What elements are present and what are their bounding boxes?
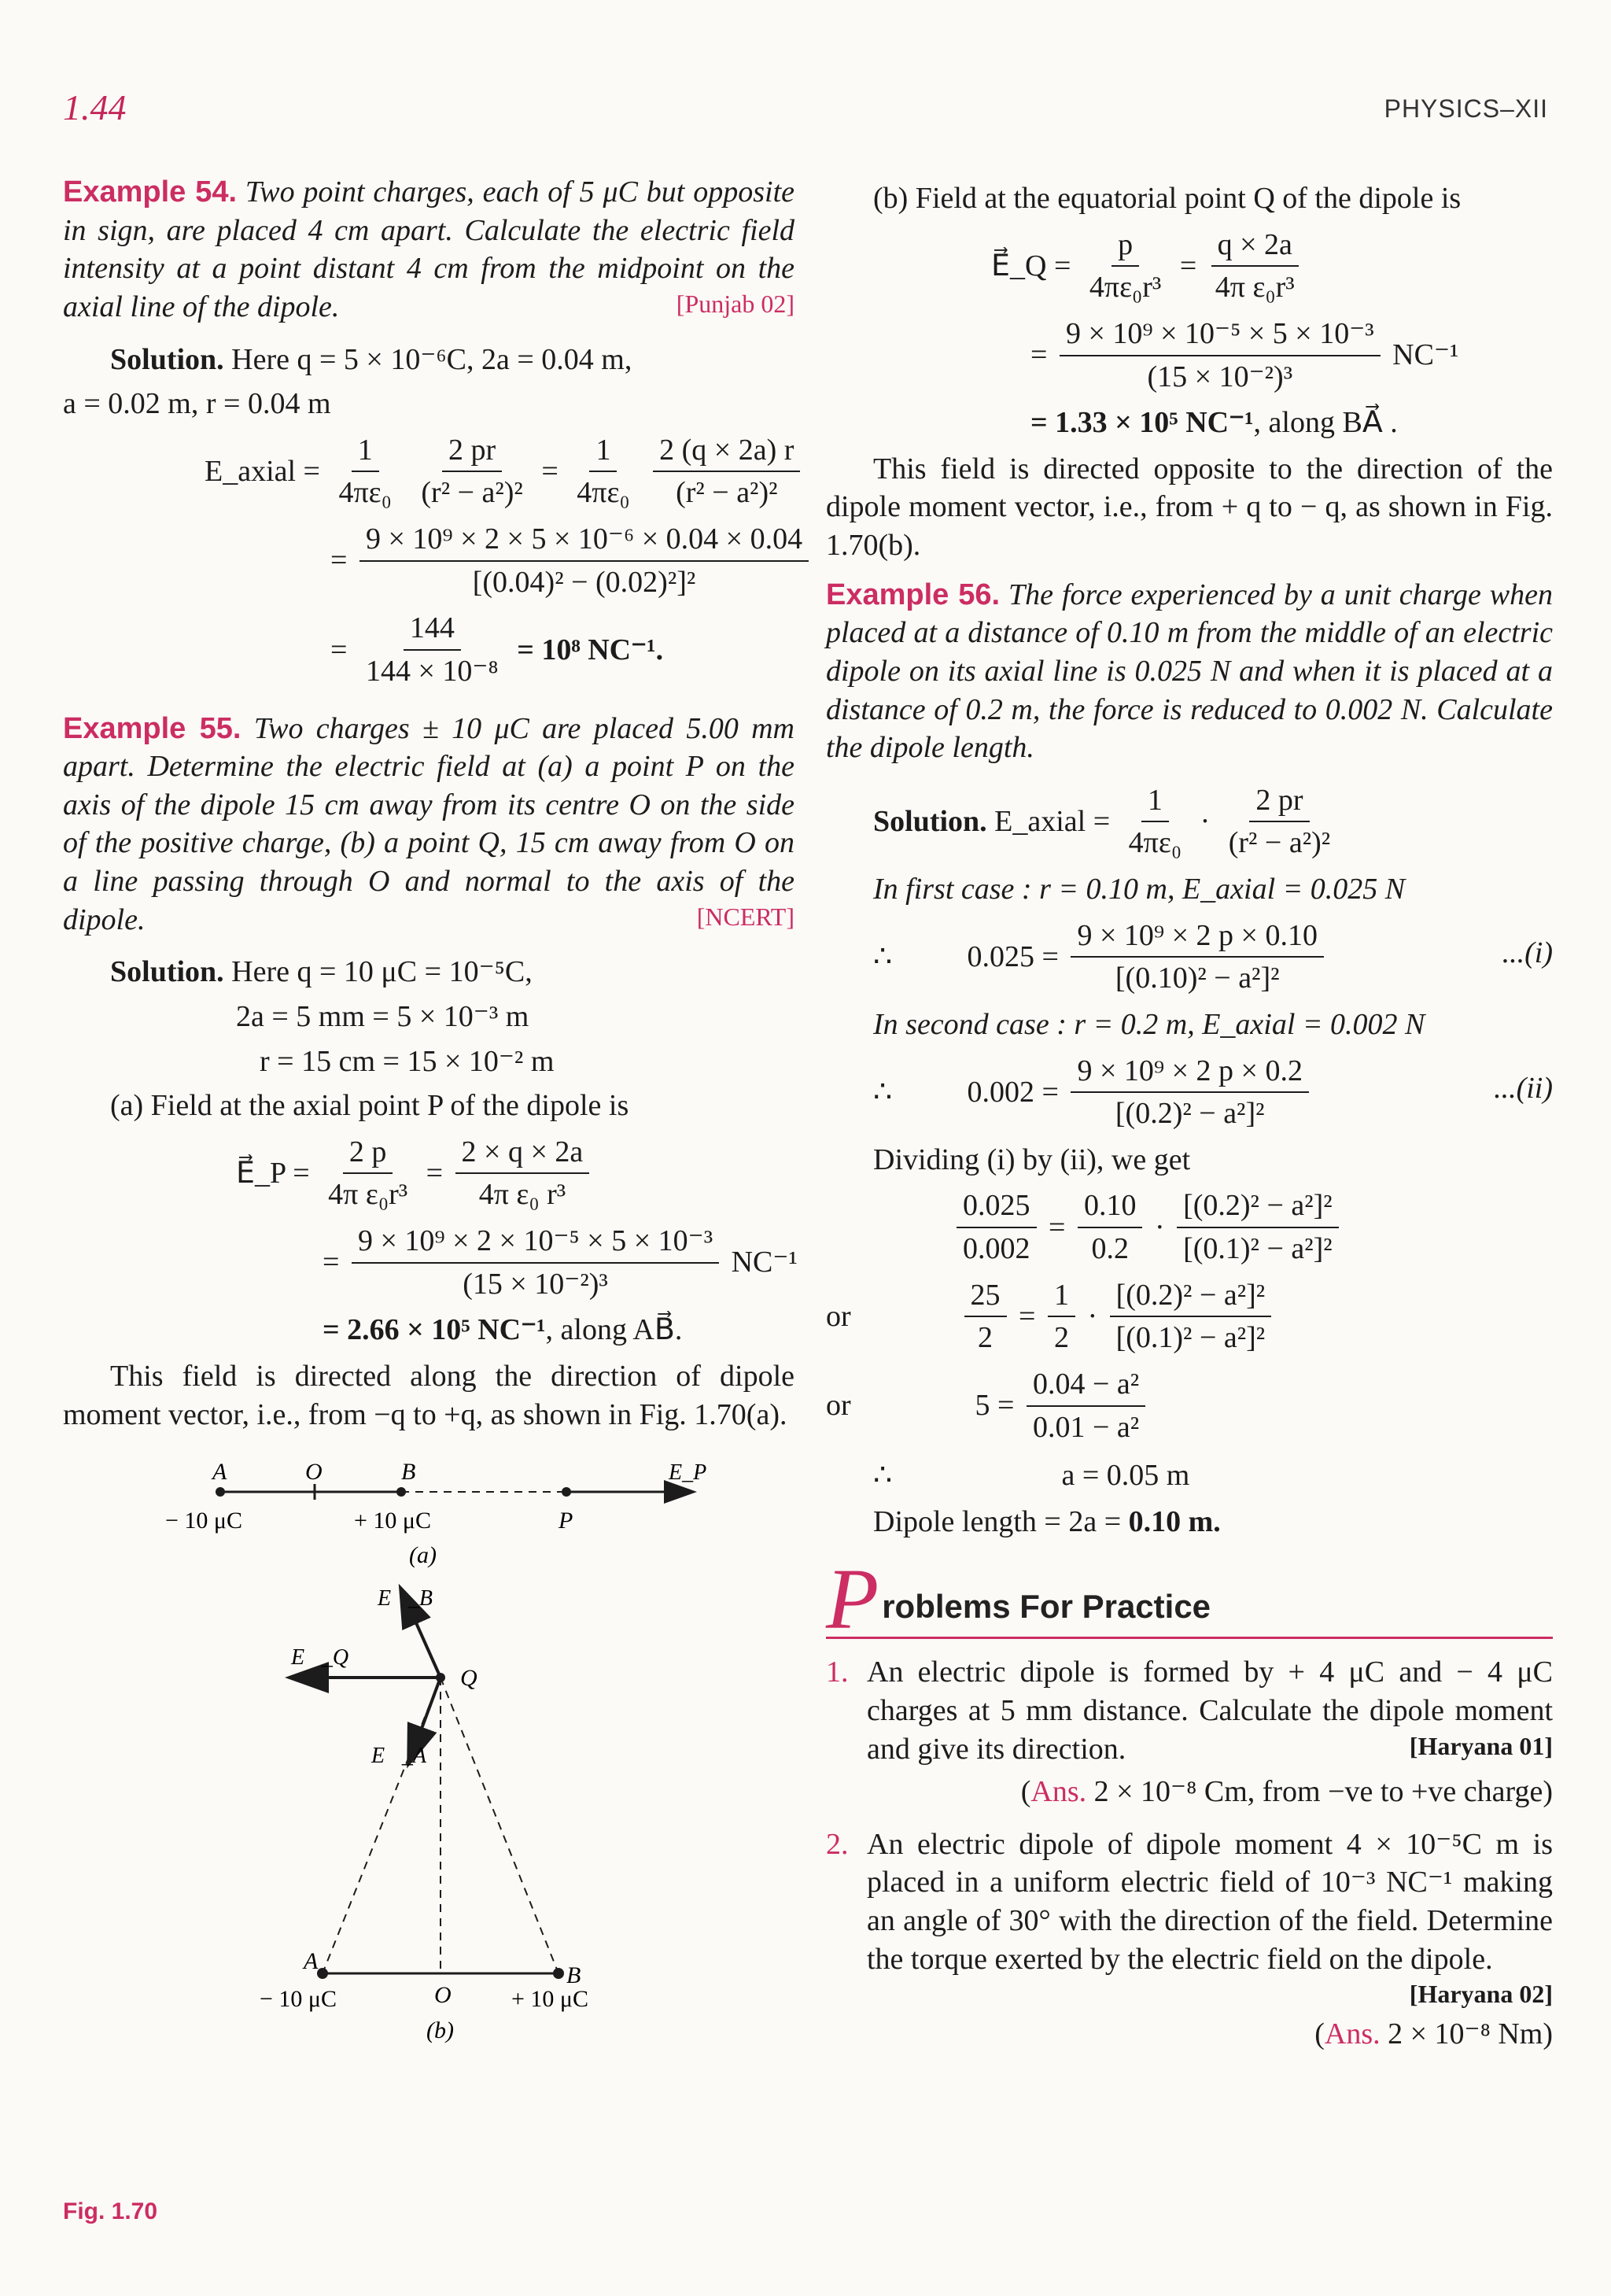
- fraction: $\frac{2 pr}{\text{(r² − a²)²}}$: [1222, 781, 1336, 862]
- ep-result: [323, 1311, 794, 1349]
- eq-lhs: E_axial =: [205, 455, 320, 489]
- problems-title: roblems For Practice: [882, 1587, 1211, 1625]
- problems-drop-cap: P: [826, 1551, 879, 1648]
- answer-value: 2 × 10⁻⁸ Cm, from −ve to +ve charge): [1093, 1775, 1553, 1809]
- result: = 2.66 × 10⁵ NC⁻¹: [323, 1313, 546, 1347]
- unit: NC⁻¹: [731, 1246, 798, 1279]
- problem-number: 1.: [826, 1656, 849, 1689]
- solution-label: Solution.: [110, 342, 224, 376]
- fraction: $\frac{25}{2}$: [964, 1276, 1007, 1357]
- example-54-text: Two point charges, each of 5 μC but opposite in sign, are placed 4 cm apart. Calculate the electric field intensity at a point distant 4 cm from the midpoint on the axial line of the dipole.: [63, 175, 794, 323]
- fraction: $\frac{\text{9 × 10⁹ × 2 × 10⁻⁵ × 5 × 10⁻³}}{\text{(15 × 10⁻²)³}}$: [352, 1222, 719, 1303]
- fraction: $\frac{0.025}{0.002}$: [957, 1187, 1037, 1268]
- caption-a: (a): [409, 1542, 437, 1569]
- example-54-source: [Punjab 02]: [676, 289, 794, 318]
- eq-lhs: E_axial =: [994, 805, 1111, 839]
- ep-substitution: [323, 1222, 798, 1303]
- label-plus-b: + 10 μC: [511, 1986, 589, 2013]
- ep-formula: [236, 1133, 794, 1214]
- eq-lhs: E⃗_Q =: [991, 249, 1071, 282]
- eq-sign: ·: [1154, 1210, 1165, 1244]
- eq-sign: ·: [1200, 805, 1211, 839]
- example-55-question: [63, 710, 794, 939]
- label-minus-charge: − 10 μC: [165, 1508, 243, 1534]
- fraction: $\frac{\text{[(0.2)² − a²]²}}{\text{[(0.1)² − a²]²}}$: [1177, 1187, 1339, 1268]
- division-eq-1: [952, 1187, 1553, 1268]
- axial-formula: [205, 431, 794, 512]
- axial-result: [330, 609, 794, 690]
- problem-number: 2.: [826, 1827, 849, 1861]
- eq-substitution: [1030, 315, 1553, 396]
- problem-2: [826, 1825, 1553, 2010]
- fraction: $\frac{1}{2}$: [1048, 1276, 1075, 1357]
- problem-source: [Haryana 01]: [1409, 1731, 1553, 1760]
- page-number: 1.44: [63, 87, 127, 127]
- dashed-bq: [441, 1678, 559, 1973]
- fraction: $\frac{1}{\text{4πε₀}}$: [570, 431, 636, 512]
- eq-sign: =: [330, 633, 348, 666]
- label-b-b: B: [566, 1962, 581, 1989]
- label-eq: E⃗_Q: [291, 1645, 349, 1670]
- book-title: PHYSICS–XII: [1384, 94, 1548, 123]
- fraction: $\frac{2 (q \times 2a) r}{\text{(r² − a²)²}}$: [653, 431, 800, 512]
- problem-1-answer: (Ans. 2 × 10⁻⁸ Cm, from −ve to +ve charge): [1020, 1775, 1553, 1809]
- example-55-text: Two charges ± 10 μC are placed 5.00 mm apart. Determine the electric field at (a) a point P on the axis of the dipole 15 cm away from its centre O on the side of the positive charge, (b) a point Q, 15 cm away from O on a line passing through O and normal to the axis of the dipole.: [63, 711, 795, 936]
- eq-sign: =: [1179, 249, 1197, 282]
- figure-a: [165, 1459, 706, 1568]
- part-b-label: (b) Field at the equatorial point Q of the dipole is: [873, 182, 1462, 215]
- case-1-eq: [826, 917, 1553, 998]
- charge-b: [396, 1487, 406, 1497]
- label-a-b: A: [304, 1948, 319, 1975]
- label-eb: E⃗_B: [378, 1586, 433, 1611]
- fraction: $\frac{\text{9 × 10⁹ × 2 × 5 × 10⁻⁶ × 0.04 × 0.04}}{\text{[(0.04)² − (0.02)²]²}}$: [359, 520, 809, 601]
- fraction: $\frac{1}{\text{4πε₀}}$: [1123, 781, 1188, 862]
- problem-body: An electric dipole of dipole moment 4 × 10⁻⁵C m is placed in a uniform electric field of 10⁻³ NC⁻¹ making an angle of 30° with the direction of the field. Determine the torque exerted by the electric field on the dipole.: [867, 1827, 1553, 1976]
- figure-caption: Fig. 1.70: [63, 2198, 158, 2224]
- problem-2-answer: (Ans. 2 × 10⁻⁸ Nm): [1314, 2017, 1553, 2051]
- solution-label: Solution.: [110, 955, 224, 989]
- dividing-text: Dividing (i) by (ii), we get: [873, 1142, 1191, 1176]
- example-54-given: [63, 341, 794, 379]
- label-plus-charge: + 10 μC: [354, 1508, 432, 1534]
- given-values-2: 2a = 5 mm = 5 × 10⁻³ m: [236, 999, 529, 1033]
- case-1: In first case : r = 0.10 m, E_axial = 0.025 N: [873, 873, 1406, 906]
- problem-text: [867, 1825, 1553, 2010]
- fraction: $\frac{2 \times q \times 2a}{\text{4π ε₀ r³}}$: [455, 1133, 590, 1214]
- problem-source: [Haryana 02]: [1409, 1980, 1553, 2009]
- or-label: or: [826, 1299, 851, 1333]
- example-55-heading: Example 55.: [63, 711, 241, 745]
- charge-b-b: [553, 1968, 564, 1979]
- eq-formula: [991, 226, 1553, 307]
- problem-text: [867, 1653, 1553, 1768]
- fraction: $\frac{0.10}{0.2}$: [1078, 1187, 1143, 1268]
- division-eq-2: [826, 1276, 1553, 1357]
- eq-sign: ·: [1087, 1299, 1098, 1333]
- eq-sign: =: [330, 544, 348, 578]
- example-56-formula: [873, 781, 1553, 862]
- eq-lhs: 5 =: [975, 1389, 1015, 1423]
- left-column: [63, 173, 803, 2103]
- answer-label: Ans.: [1030, 1775, 1087, 1809]
- problems-heading: [826, 1551, 1553, 1648]
- fraction: $\frac{\text{[(0.2)² − a²]²}}{\text{[(0.1)² − a²]²}}$: [1110, 1276, 1272, 1357]
- eq-lhs: 0.002 =: [967, 1075, 1059, 1109]
- example-56-question: [826, 576, 1553, 767]
- case-2-eq: [826, 1052, 1553, 1133]
- fraction: $\frac{144}{\text{144 × 10⁻⁸}}$: [359, 609, 505, 690]
- or-label: or: [826, 1389, 851, 1423]
- dipole-length-label: Dipole length = 2a =: [873, 1504, 1129, 1538]
- charge-a: [216, 1487, 225, 1497]
- example-55-source: [NCERT]: [696, 902, 794, 931]
- fraction: $\frac{\text{0.04 − a²}}{\text{0.01 − a²}}$: [1027, 1365, 1145, 1446]
- direction: , along BA⃗ .: [1253, 406, 1398, 440]
- result: = 1.33 × 10⁵ NC⁻¹: [1030, 406, 1254, 440]
- a-result: [826, 1454, 1553, 1495]
- fraction: $\frac{2 p}{\text{4π ε₀r³}}$: [322, 1133, 414, 1214]
- problem-1: [826, 1653, 1553, 1768]
- eq-sign: =: [1019, 1299, 1036, 1333]
- axial-substitution: [330, 520, 803, 601]
- example-56-text: The force experienced by a unit charge when placed at a distance of 0.10 m from the middle of an electric dipole on its axial line is 0.025 N and when it is placed at a distance of 0.2 m, the force is reduced to 0.002 N. Calculate the dipole length.: [826, 578, 1553, 765]
- example-54-heading: Example 54.: [63, 175, 238, 209]
- fraction: $\frac{1}{\text{4πε₀}}$: [333, 431, 398, 512]
- point-q: [436, 1673, 445, 1682]
- result: = 10⁸ NC⁻¹.: [517, 633, 664, 666]
- eq-result: [1030, 404, 1553, 442]
- example-55-given: [63, 953, 794, 991]
- given-values-3: r = 15 cm = 15 × 10⁻² m: [260, 1044, 555, 1078]
- label-q: Q: [460, 1665, 477, 1692]
- therefore: ∴: [873, 1075, 893, 1109]
- eq-sign: =: [541, 455, 559, 489]
- label-a: A: [212, 1459, 227, 1486]
- label-o-b: O: [434, 1982, 452, 2009]
- eq-sign: =: [1049, 1210, 1066, 1244]
- therefore: ∴: [873, 939, 893, 973]
- charge-a-b: [317, 1968, 328, 1979]
- eq-sign: =: [1030, 338, 1048, 372]
- label-ea: E⃗_A: [371, 1744, 426, 1769]
- case-2: In second case : r = 0.2 m, E_axial = 0.002 N: [873, 1007, 1425, 1041]
- eq-lhs: E⃗_P =: [236, 1157, 310, 1190]
- therefore: ∴: [873, 1459, 893, 1493]
- division-eq-3: [826, 1365, 1553, 1446]
- figure-1-70: [63, 1448, 794, 2093]
- right-column: [826, 173, 1553, 2066]
- given-values: Here q = 5 × 10⁻⁶C, 2a = 0.04 m,: [231, 342, 632, 376]
- example-56-heading: Example 56.: [826, 578, 1001, 611]
- direction: , along AB⃗.: [545, 1313, 683, 1347]
- unit: NC⁻¹: [1392, 338, 1459, 372]
- eq-tag-i: ...(i): [1502, 936, 1553, 969]
- eq-tag-ii: ...(ii): [1494, 1071, 1553, 1105]
- ep-explanation: This field is directed along the direction of dipole moment vector, i.e., from −q to +q, as shown in Fig. 1.70(a).: [63, 1359, 794, 1431]
- given-values: Here q = 10 μC = 10⁻⁵C,: [231, 955, 533, 989]
- problem-body: An electric dipole is formed by + 4 μC and − 4 μC charges at 5 mm distance. Calculate the dipole moment and give its direction.: [867, 1656, 1553, 1766]
- given-values-2: a = 0.02 m, r = 0.04 m: [63, 387, 331, 421]
- caption-b: (b): [426, 2017, 454, 2044]
- label-b: B: [401, 1459, 416, 1486]
- figure-b: [260, 1586, 588, 2043]
- point-p: [562, 1487, 571, 1497]
- eq-lhs: 0.025 =: [967, 939, 1059, 973]
- dashed-aq: [323, 1678, 441, 1973]
- example-54-question: [63, 173, 794, 327]
- part-a-label: (a) Field at the axial point P of the dipole is: [110, 1089, 629, 1123]
- fraction: $\frac{\text{9 × 10⁹ × 10⁻⁵ × 5 × 10⁻³}}{\text{(15 × 10⁻²)³}}$: [1060, 315, 1381, 396]
- eq-sign: =: [323, 1246, 340, 1279]
- answer-label: Ans.: [1324, 2017, 1381, 2051]
- fraction: $\frac{\text{9 × 10⁹ × 2 p × 0.2}}{\text{[(0.2)² − a²]²}}$: [1071, 1052, 1309, 1133]
- solution-label: Solution.: [873, 805, 987, 839]
- eq-explanation: This field is directed opposite to the direction of the dipole moment vector, i.e., from + q to − q, as shown in Fig. 1.70(b).: [826, 452, 1553, 562]
- label-ep: E_P: [669, 1460, 707, 1486]
- label-minus-b: − 10 μC: [260, 1986, 337, 2013]
- fraction: $\frac{p}{\text{4πε₀r³}}$: [1083, 226, 1167, 307]
- fraction: $\frac{\text{9 × 10⁹ × 2 p × 0.10}}{\text{[(0.10)² − a²]²}}$: [1071, 917, 1324, 998]
- dipole-length-value: 0.10 m.: [1128, 1504, 1221, 1538]
- dipole-length: [873, 1503, 1553, 1541]
- label-p: P: [559, 1508, 573, 1534]
- fraction: $\frac{q \times 2a}{\text{4π ε₀r³}}$: [1209, 226, 1301, 307]
- answer-value: 2 × 10⁻⁸ Nm): [1388, 2017, 1553, 2051]
- a-value: a = 0.05 m: [1061, 1459, 1190, 1493]
- fraction: $\frac{2 pr}{\text{(r² − a²)²}}$: [415, 431, 529, 512]
- eq-sign: =: [426, 1157, 444, 1190]
- label-o: O: [305, 1459, 323, 1486]
